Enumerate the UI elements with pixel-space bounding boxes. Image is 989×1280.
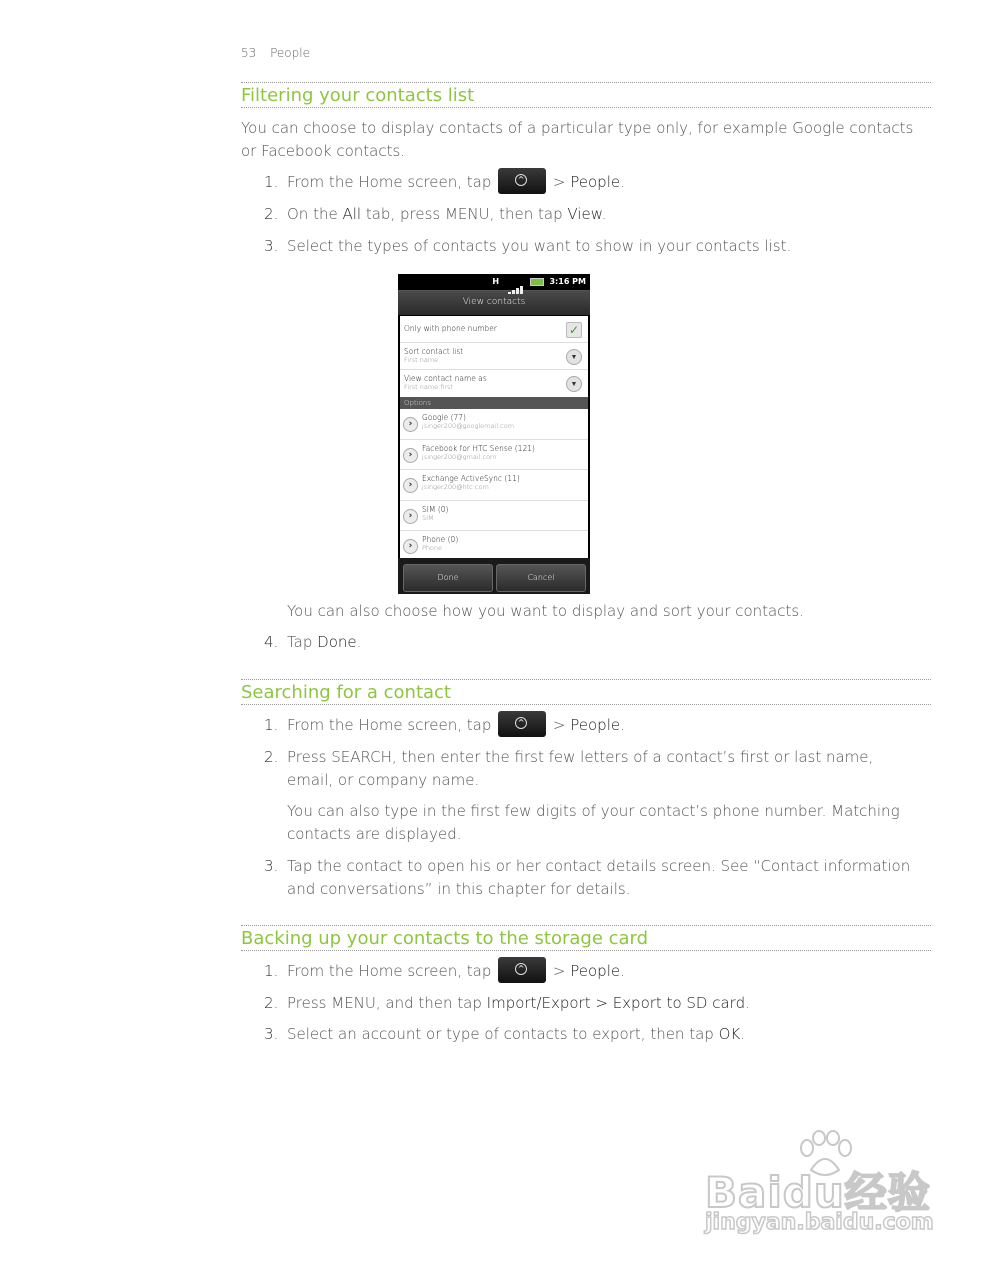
account-sub: SIM [422, 513, 434, 522]
step-text: Select an account or type of contacts to export, then tap [287, 1025, 719, 1043]
chevron-right-icon: › [403, 509, 418, 524]
section2-step-2 [264, 746, 924, 792]
section-title-filtering: Filtering your contacts list [241, 82, 931, 108]
account-row-exchange[interactable] [400, 470, 588, 501]
chapter-name: People [270, 46, 310, 60]
up-arrow-circle-icon: ^ [515, 717, 527, 729]
account-sub: jsinger200@htc.com [422, 483, 489, 491]
done-button[interactable]: Done [403, 564, 493, 592]
account-sub: Phone [422, 544, 443, 552]
chevron-right-icon: › [403, 417, 418, 432]
chevron-right-icon: › [403, 539, 418, 554]
step-number: 3. [264, 857, 279, 875]
section3-step-1 [264, 960, 924, 983]
account-name: SIM (0) [422, 504, 449, 514]
step-text: tab, press MENU, then tap [361, 205, 568, 223]
signal-icon [502, 278, 524, 286]
step-text: On the [287, 205, 343, 223]
battery-icon [530, 278, 544, 286]
all-apps-button [498, 957, 546, 983]
step-text: Tap the contact to open his or her contact details screen. See “Contact information and conversations” in this chapter for details. [287, 857, 911, 898]
section2-note: You can also type in the first few digits of your contact’s phone number. Matching contacts are displayed. [287, 802, 900, 843]
account-row-phone[interactable] [400, 531, 588, 562]
page-header [241, 46, 310, 60]
step-separator: > [548, 962, 571, 980]
row-sublabel: First name first [404, 383, 453, 391]
section1-note: You can also choose how you want to display and sort your contacts. [287, 602, 804, 620]
step-end: . [620, 173, 625, 191]
step-number: 4. [264, 633, 279, 651]
check-icon[interactable]: ✓ [566, 322, 582, 338]
step-number: 1. [264, 962, 279, 980]
step-text: From the Home screen, tap [287, 962, 492, 980]
step-text: From the Home screen, tap [287, 716, 492, 734]
only-with-phone-row[interactable] [400, 316, 588, 343]
section1-step-2 [264, 203, 924, 226]
watermark-logo: Baidu经验 [705, 1168, 931, 1217]
options-header: Options [400, 397, 588, 409]
account-sub: jsinger200@gmail.com [422, 452, 497, 461]
step-target: View [567, 205, 602, 223]
step-end: . [356, 633, 362, 651]
cancel-button[interactable]: Cancel [496, 564, 586, 592]
account-name: Google (77) [422, 413, 466, 422]
account-row-sim[interactable] [400, 501, 588, 532]
status-time: 3:16 PM [549, 277, 586, 286]
phone-button-bar [398, 558, 590, 594]
step-text: Tap [287, 633, 318, 651]
step-text: From the Home screen, tap [287, 173, 492, 191]
step-end: . [620, 716, 625, 734]
step-number: 2. [264, 994, 279, 1012]
view-contacts-panel [400, 316, 588, 558]
section-title-searching: Searching for a contact [241, 679, 931, 705]
step-end: . [620, 962, 625, 980]
step-number: 3. [264, 237, 279, 255]
step-number: 2. [264, 748, 279, 766]
page-number: 53 [241, 46, 257, 60]
step-target: People [570, 173, 621, 191]
step-number: 1. [264, 173, 279, 191]
step-text: Press SEARCH, then enter the first few letters of a contact’s first or last name, email, or company name. [287, 748, 874, 789]
account-sub: jsinger200@googlemail.com [422, 422, 515, 430]
step-target: OK [718, 1025, 741, 1043]
phone-screenshot [398, 274, 590, 594]
step-text: Select the types of contacts you want to show in your contacts list. [287, 237, 792, 255]
section3-step-3 [264, 1023, 924, 1046]
step-end: . [740, 1025, 746, 1043]
section2-step-1 [264, 714, 924, 737]
view-contact-name-row[interactable] [400, 370, 588, 397]
view-contacts-title: View contacts [398, 290, 590, 315]
row-label: Only with phone number [404, 324, 497, 333]
account-name: Exchange ActiveSync (11) [422, 474, 520, 483]
account-name: Phone (0) [422, 535, 459, 544]
step-end: . [601, 205, 607, 223]
step-separator: > [548, 173, 571, 191]
chevron-right-icon: › [403, 448, 418, 463]
sort-contact-list-row[interactable] [400, 343, 588, 370]
section-title-backing-up: Backing up your contacts to the storage card [241, 925, 931, 951]
row-sublabel: First name [404, 356, 439, 364]
step-separator: > [548, 716, 571, 734]
all-apps-button [498, 711, 546, 737]
step-number: 1. [264, 716, 279, 734]
section1-step-1 [264, 171, 924, 194]
step-target: People [570, 962, 621, 980]
baidu-watermark [700, 1130, 940, 1245]
step-number: 3. [264, 1025, 279, 1043]
up-arrow-circle-icon: ^ [515, 963, 527, 975]
step-target: People [570, 716, 621, 734]
section1-step-3 [264, 235, 924, 258]
chevron-right-icon: › [403, 478, 418, 493]
step-end: . [745, 994, 750, 1012]
section1-step-4 [264, 631, 924, 654]
account-row-google[interactable] [400, 409, 588, 440]
status-bar [398, 274, 590, 290]
section1-intro: You can choose to display contacts of a particular type only, for example Google contacts or Facebook contacts. [241, 119, 914, 160]
row-label: Sort contact list [404, 347, 464, 356]
section3-step-2 [264, 992, 924, 1015]
account-name: Facebook for HTC Sense (121) [422, 443, 535, 453]
step-target: Done [317, 633, 357, 651]
row-label: View contact name as [404, 374, 487, 383]
step-text: Press MENU, and then tap [287, 994, 487, 1012]
step-target: All [342, 205, 362, 223]
step-target: Import/Export > Export to SD card [486, 994, 746, 1012]
all-apps-button [498, 168, 546, 194]
account-row-facebook[interactable] [400, 440, 588, 471]
network-indicator: H [492, 277, 500, 286]
chevron-down-icon[interactable]: ▼ [566, 349, 582, 365]
step-number: 2. [264, 205, 279, 223]
chevron-down-icon[interactable]: ▼ [566, 376, 582, 392]
section2-step-3 [264, 855, 924, 901]
up-arrow-circle-icon: ^ [515, 174, 527, 186]
watermark-url: jingyan.baidu.com [705, 1210, 934, 1235]
